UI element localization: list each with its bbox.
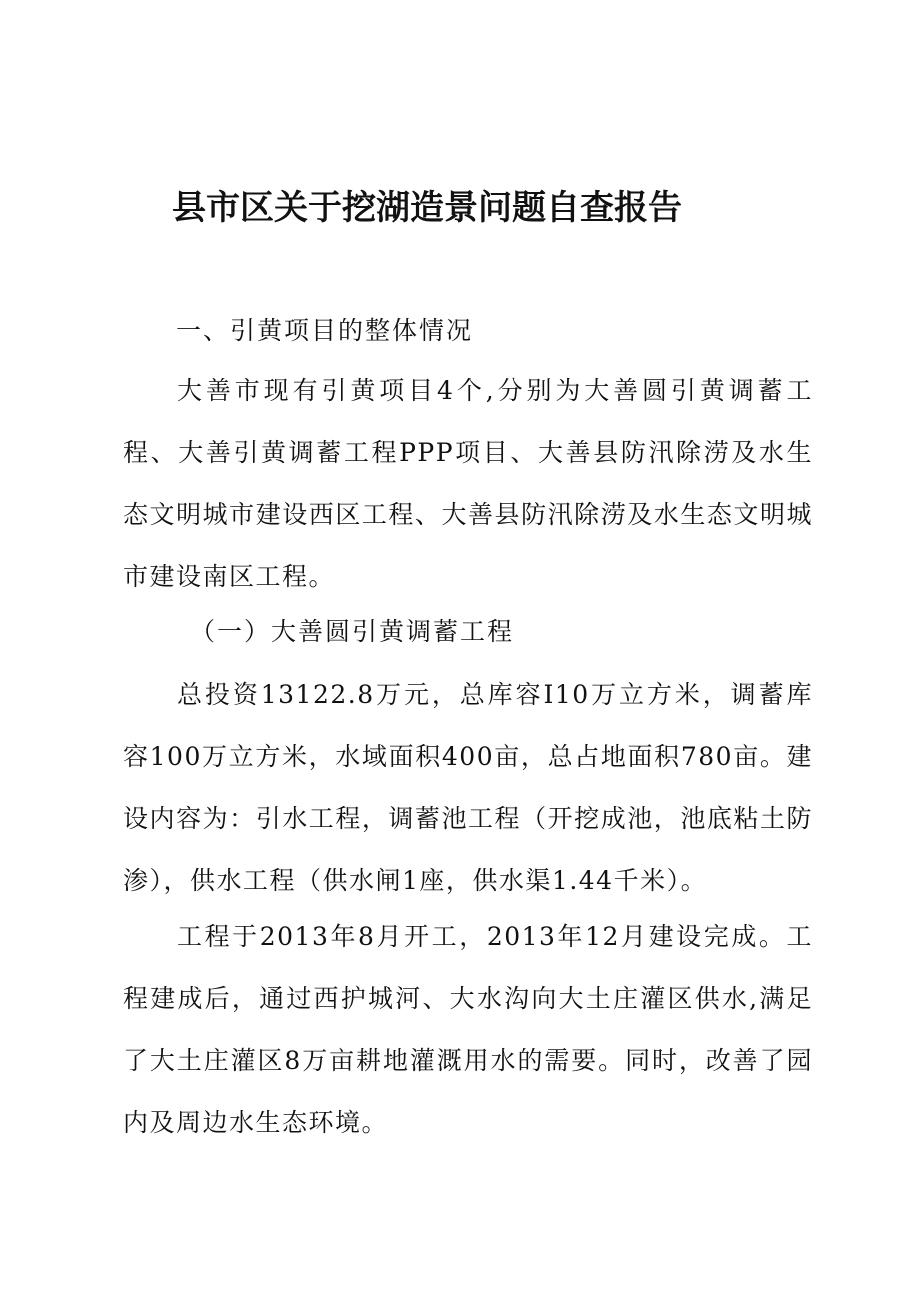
subsection-heading: （一）大善圆引黄调蓄工程 [190,617,515,646]
paragraph-construction: 工程于2013年8月开工，2013年12月建设完成。工程建成后，通过西护城河、大水沟向大土庄灌区供水,满足了大土庄灌区8万亩耕地灌溉用水的需要。同时，改善了园内及周边水生态环境。 [123,922,813,1137]
paragraph-investment: 总投资13122.8万元，总库容I10万立方米，调蓄库容100万立方米，水域面积400亩，总占地面积780亩。建设内容为：引水工程，调蓄池工程（开挖成池，池底粘土防渗），供水工程（供水闸1座，供水渠1.44千米）。 [123,680,813,895]
paragraph-overview: 大善市现有引黄项目4个,分别为大善圆引黄调蓄工程、大善引黄调蓄工程PPP项目、大善县防汛除涝及水生态文明城市建设西区工程、大善县防汛除涝及水生态文明城市建设南区工程。 [123,376,813,591]
section-heading: 一、引黄项目的整体情况 [176,316,474,345]
document-title: 县市区关于挖湖造景问题自查报告 [172,188,682,228]
